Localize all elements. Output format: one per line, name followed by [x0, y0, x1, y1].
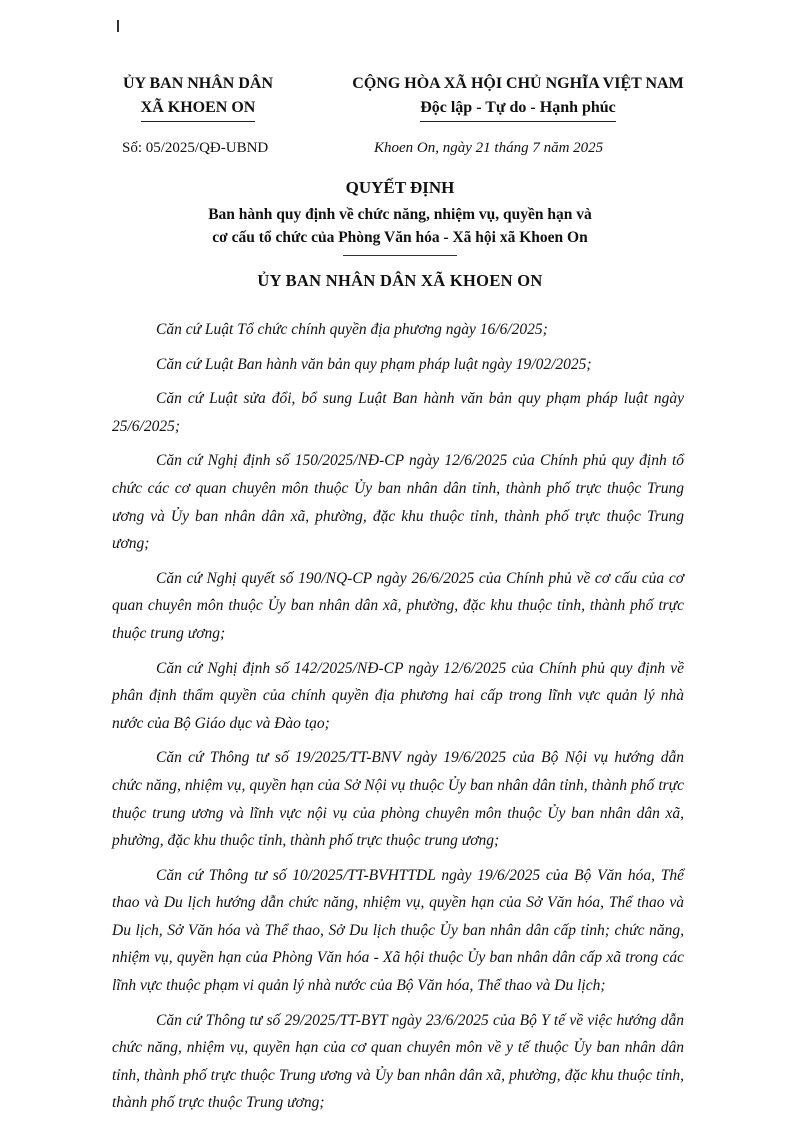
legal-basis-paragraph: Căn cứ Nghị quyết số 190/NQ-CP ngày 26/6/2025 của Chính phủ về cơ cấu của cơ quan chuyên môn thuộc Ủy ban nhân dân xã, phường, đặc khu thuộc tỉnh, thành phố trực thuộc trung ương; — [112, 569, 684, 642]
national-motto-header — [318, 72, 718, 122]
legal-basis-paragraph: Căn cứ Luật Ban hành văn bản quy phạm pháp luật ngày 19/02/2025; — [156, 355, 592, 373]
issuing-authority: ỦY BAN NHÂN DÂN XÃ KHOEN ON — [257, 271, 543, 290]
national-name: CỘNG HÒA XÃ HỘI CHỦ NGHĨA VIỆT NAM — [352, 75, 684, 92]
issuing-agency-line2: XÃ KHOEN ON — [141, 96, 256, 122]
national-motto: Độc lập - Tự do - Hạnh phúc — [420, 96, 616, 122]
document-body — [112, 316, 684, 1124]
title-divider — [343, 255, 457, 256]
legal-basis-paragraph: Căn cứ Luật sửa đổi, bổ sung Luật Ban hành văn bản quy phạm pháp luật ngày 25/6/2025; — [112, 390, 684, 435]
legal-basis-paragraph: Căn cứ Nghị định số 150/2025/NĐ-CP ngày 12/6/2025 của Chính phủ quy định tổ chức các cơ quan chuyên môn thuộc Ủy ban nhân dân tỉnh, thành phố trực thuộc Trung ương và Ủy ban nhân dân xã, phường, đặc khu thuộc tỉnh, thành phố trực thuộc Trung ương; — [112, 452, 684, 553]
issuing-agency-header — [88, 72, 308, 122]
reference-number: Số: 05/2025/QĐ-UBND — [122, 140, 269, 156]
document-subject — [150, 203, 650, 249]
place-date-line: Khoen On, ngày 21 tháng 7 năm 2025 — [374, 140, 604, 156]
issuing-agency-line1: ỦY BAN NHÂN DÂN — [122, 75, 274, 92]
subject-line-1: Ban hành quy định về chức năng, nhiệm vụ, quyền hạn và — [208, 206, 592, 223]
legal-basis-paragraph: Căn cứ Thông tư số 19/2025/TT-BNV ngày 19/6/2025 của Bộ Nội vụ hướng dẫn chức năng, nhiệm vụ, quyền hạn của Sở Nội vụ thuộc Ủy ban nhân dân tỉnh, thành phố trực thuộc trung ương và lĩnh vực nội vụ của phòng chuyên môn thuộc Ủy ban nhân dân xã, phường, đặc khu thuộc tỉnh, thành phố trực thuộc trung ương; — [112, 749, 684, 850]
scan-mark — [117, 20, 119, 32]
legal-basis-paragraph: Căn cứ Thông tư số 10/2025/TT-BVHTTDL ngày 19/6/2025 của Bộ Văn hóa, Thể thao và Du lịch hướng dẫn chức năng, nhiệm vụ, quyền hạn của Sở Văn hóa, Thể thao và Du lịch, Sở Văn hóa và Thể thao, Sở Du lịch thuộc Ủy ban nhân dân cấp tỉnh; chức năng, nhiệm vụ, quyền hạn của Phòng Văn hóa - Xã hội thuộc Ủy ban nhân dân cấp xã trong các lĩnh vực thuộc phạm vi quản lý nhà nước của Bộ Văn hóa, Thể thao và Du lịch; — [112, 866, 684, 995]
legal-basis-paragraph: Căn cứ Luật Tổ chức chính quyền địa phương ngày 16/6/2025; — [156, 321, 548, 338]
legal-basis-paragraph: Căn cứ Thông tư số 29/2025/TT-BYT ngày 23/6/2025 của Bộ Y tế về việc hướng dẫn chức năng, nhiệm vụ, quyền hạn của cơ quan chuyên môn về y tế thuộc Ủy ban nhân dân tỉnh, thành phố trực thuộc Trung ương và Ủy ban nhân dân xã, phường, đặc khu thuộc tỉnh, thành phố trực thuộc Trung ương; — [112, 1011, 684, 1112]
legal-basis-paragraph: Căn cứ Nghị định số 142/2025/NĐ-CP ngày 12/6/2025 của Chính phủ quy định về phân định thẩm quyền của chính quyền địa phương hai cấp trong lĩnh vực quản lý nhà nước của Bộ Giáo dục và Đào tạo; — [112, 659, 684, 732]
subject-line-2: cơ cấu tổ chức của Phòng Văn hóa - Xã hội xã Khoen On — [212, 229, 588, 246]
document-type-title: QUYẾT ĐỊNH — [345, 178, 455, 197]
